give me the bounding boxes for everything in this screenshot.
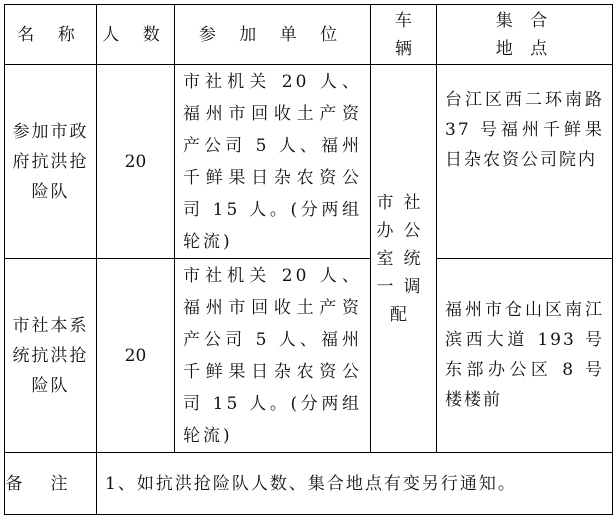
- header-units: 参 加 单 位: [175, 5, 371, 65]
- assembly-location: 福州市仓山区南江滨西大道 193 号东部办公区 8 号楼楼前: [437, 259, 613, 453]
- table-row: [5, 65, 613, 259]
- header-count: 人 数: [97, 5, 175, 65]
- participating-units: 市社机关 20 人、福州市回收土产资产公司 5 人、福州千鲜果日杂农资公司 15 人。(分两组轮流): [175, 65, 371, 259]
- header-name: 名 称: [5, 5, 97, 65]
- header-vehicle-line-2: 辆: [395, 38, 412, 59]
- assembly-location: 台江区西二环南路 37 号福州千鲜果日杂农资公司院内: [437, 65, 613, 259]
- header-vehicle-line-1: 车: [395, 10, 412, 31]
- flood-rescue-team-table: [4, 4, 613, 515]
- header-location-line-1: 集 合: [495, 10, 554, 31]
- team-name: 市社本系统抗洪抢险队: [5, 259, 97, 453]
- team-count: 20: [97, 65, 175, 259]
- header-location-line-2: 地 点: [495, 38, 554, 59]
- vehicle-arrangement: 市社办公室统一调配: [371, 65, 437, 453]
- participating-units: 市社机关 20 人、福州市回收土产资产公司 5 人、福州千鲜果日杂农资公司 15 人。(分两组轮流): [175, 259, 371, 453]
- header-location: [437, 5, 613, 65]
- table-row: [5, 259, 613, 453]
- header-vehicle: [371, 5, 437, 65]
- note-text: 1、如抗洪抢险队人数、集合地点有变另行通知。: [97, 453, 613, 515]
- note-label: 备注: [5, 453, 97, 515]
- team-name: 参加市政府抗洪抢险队: [5, 65, 97, 259]
- team-count: 20: [97, 259, 175, 453]
- emergency-team-document: [4, 4, 613, 515]
- header-row: [5, 5, 613, 65]
- note-row: [5, 453, 613, 515]
